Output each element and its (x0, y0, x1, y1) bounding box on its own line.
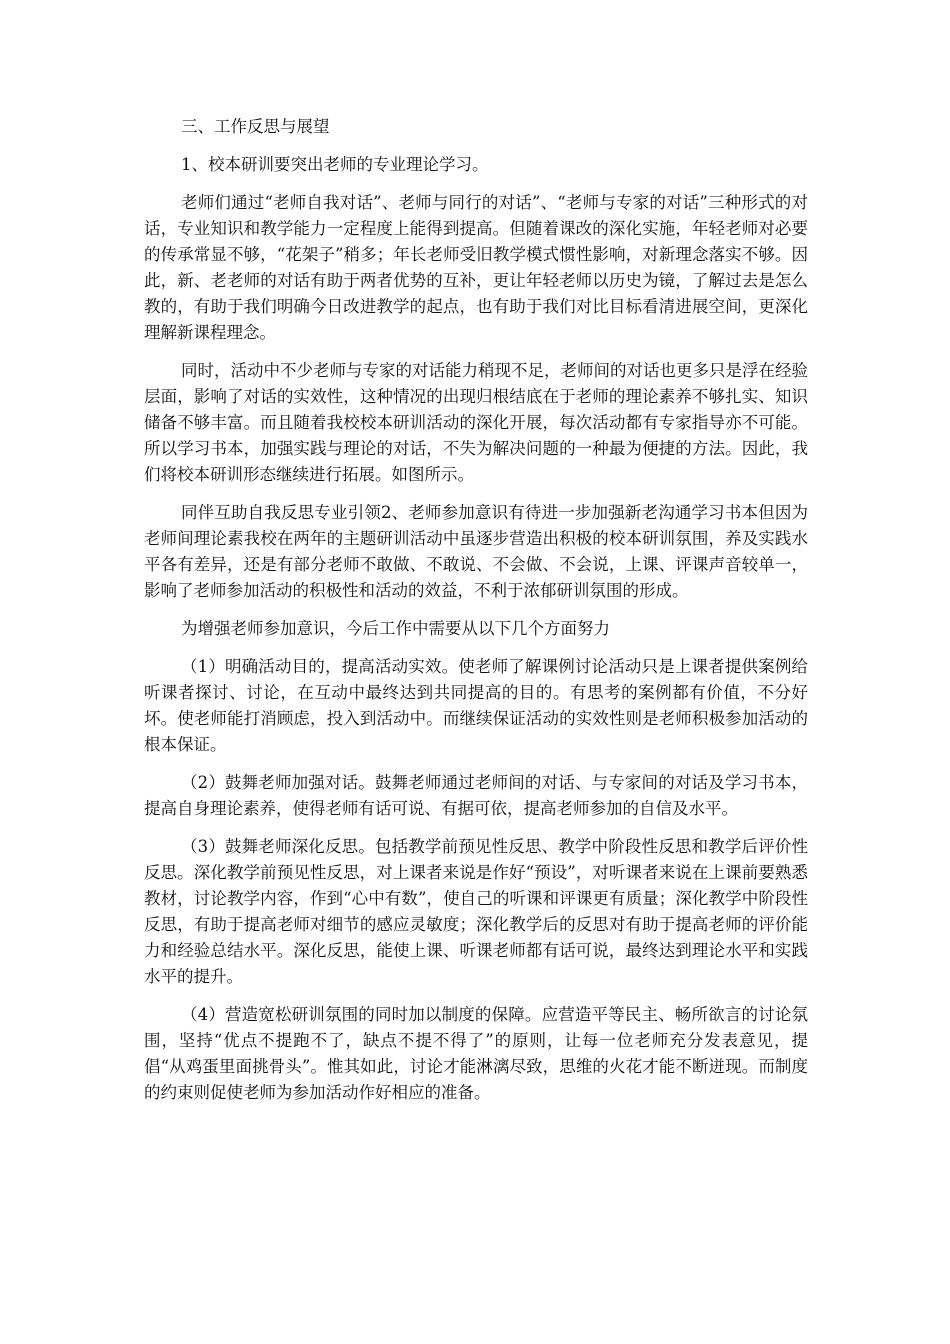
paragraph-point-2: （2）鼓舞老师加强对话。鼓舞老师通过老师间的对话、与专家间的对话及学习书本，提高自身理论素养，使得老师有话可说、有据可依，提高老师参加的自信及水平。 (144, 773, 808, 818)
paragraph-point-1: （1）明确活动目的，提高活动实效。使老师了解课例讨论活动只是上课者提供案例给听课者探讨、讨论，在互动中最终达到共同提高的目的。有思考的案例都有价值，不分好坏。使老师能打消顾虑，投入到活动中。而继续保证活动的实效性则是老师积极参加活动的根本保证。 (144, 657, 808, 754)
paragraph-participation: 同伴互助自我反思专业引领2、老师参加意识有待进一步加强新老沟通学习书本但因为老师间理论素我校在两年的主题研训活动中虽逐步营造出积极的校本研训氛围，养及实践水平各有差异，还是有部分老师不敢做、不敢说、不会做、不会说，上课、评课声音较单一，影响了老师参加活动的积极性和活动的效益，不利于浓郁研训氛围的形成。 (144, 503, 808, 600)
section-heading: 三、工作反思与展望 (181, 117, 330, 136)
document-body (144, 114, 808, 1106)
paragraph-point-3: （3）鼓舞老师深化反思。包括教学前预见性反思、教学中阶段性反思和教学后评价性反思。深化教学前预见性反思，对上课者来说是作好“预设”，对听课者来说在上课前要熟悉教材，讨论教学内容，作到“心中有数”，使自己的听课和评课更有质量；深化教学中阶段性反思，有助于提高老师对细节的感应灵敏度；深化教学后的反思对有助于提高老师的评价能力和经验总结水平。深化反思，能使上课、听课老师都有话可说，最终达到理论水平和实践水平的提升。 (144, 837, 808, 986)
paragraph-point-4: （4）营造宽松研训氛围的同时加以制度的保障。应营造平等民主、畅所欲言的讨论氛围，坚持“优点不提跑不了，缺点不提不得了”的原则，让每一位老师充分发表意见，提倡“从鸡蛋里面挑骨头”。惟其如此，讨论才能淋漓尽致，思维的火花才能不断迸现。而制度的约束则促使老师为参加活动作好相应的准备。 (144, 1005, 808, 1102)
paragraph-dialogue-ability: 同时，活动中不少老师与专家的对话能力稍现不足，老师间的对话也更多只是浮在经验层面，影响了对话的实效性，这种情况的出现归根结底在于老师的理论素养不够扎实、知识储备不够丰富。而且随着我校校本研训活动的深化开展，每次活动都有专家指导亦不可能。所以学习书本，加强实践与理论的对话，不失为解决问题的一种最为便捷的方法。因此，我们将校本研训形态继续进行拓展。如图所示。 (144, 361, 808, 484)
paragraph-dialogue-forms: 老师们通过“老师自我对话”、老师与同行的对话”、“老师与专家的对话”三种形式的对话，专业知识和教学能力一定程度上能得到提高。但随着课改的深化实施，年轻老师对必要的传承常显不够，“花架子”稍多；年长老师受旧教学模式惯性影响，对新理念落实不够。因此，新、老老师的对话有助于两者优势的互补，更让年轻老师以历史为镜，了解过去是怎么教的，有助于我们明确今日改进教学的起点，也有助于我们对比目标看清进展空间，更深化理解新课程理念。 (144, 193, 808, 342)
paragraph-improvement-intro: 为增强老师参加意识，今后工作中需要从以下几个方面努力 (181, 619, 610, 638)
subheading: 1、校本研训要突出老师的专业理论学习。 (181, 155, 489, 174)
